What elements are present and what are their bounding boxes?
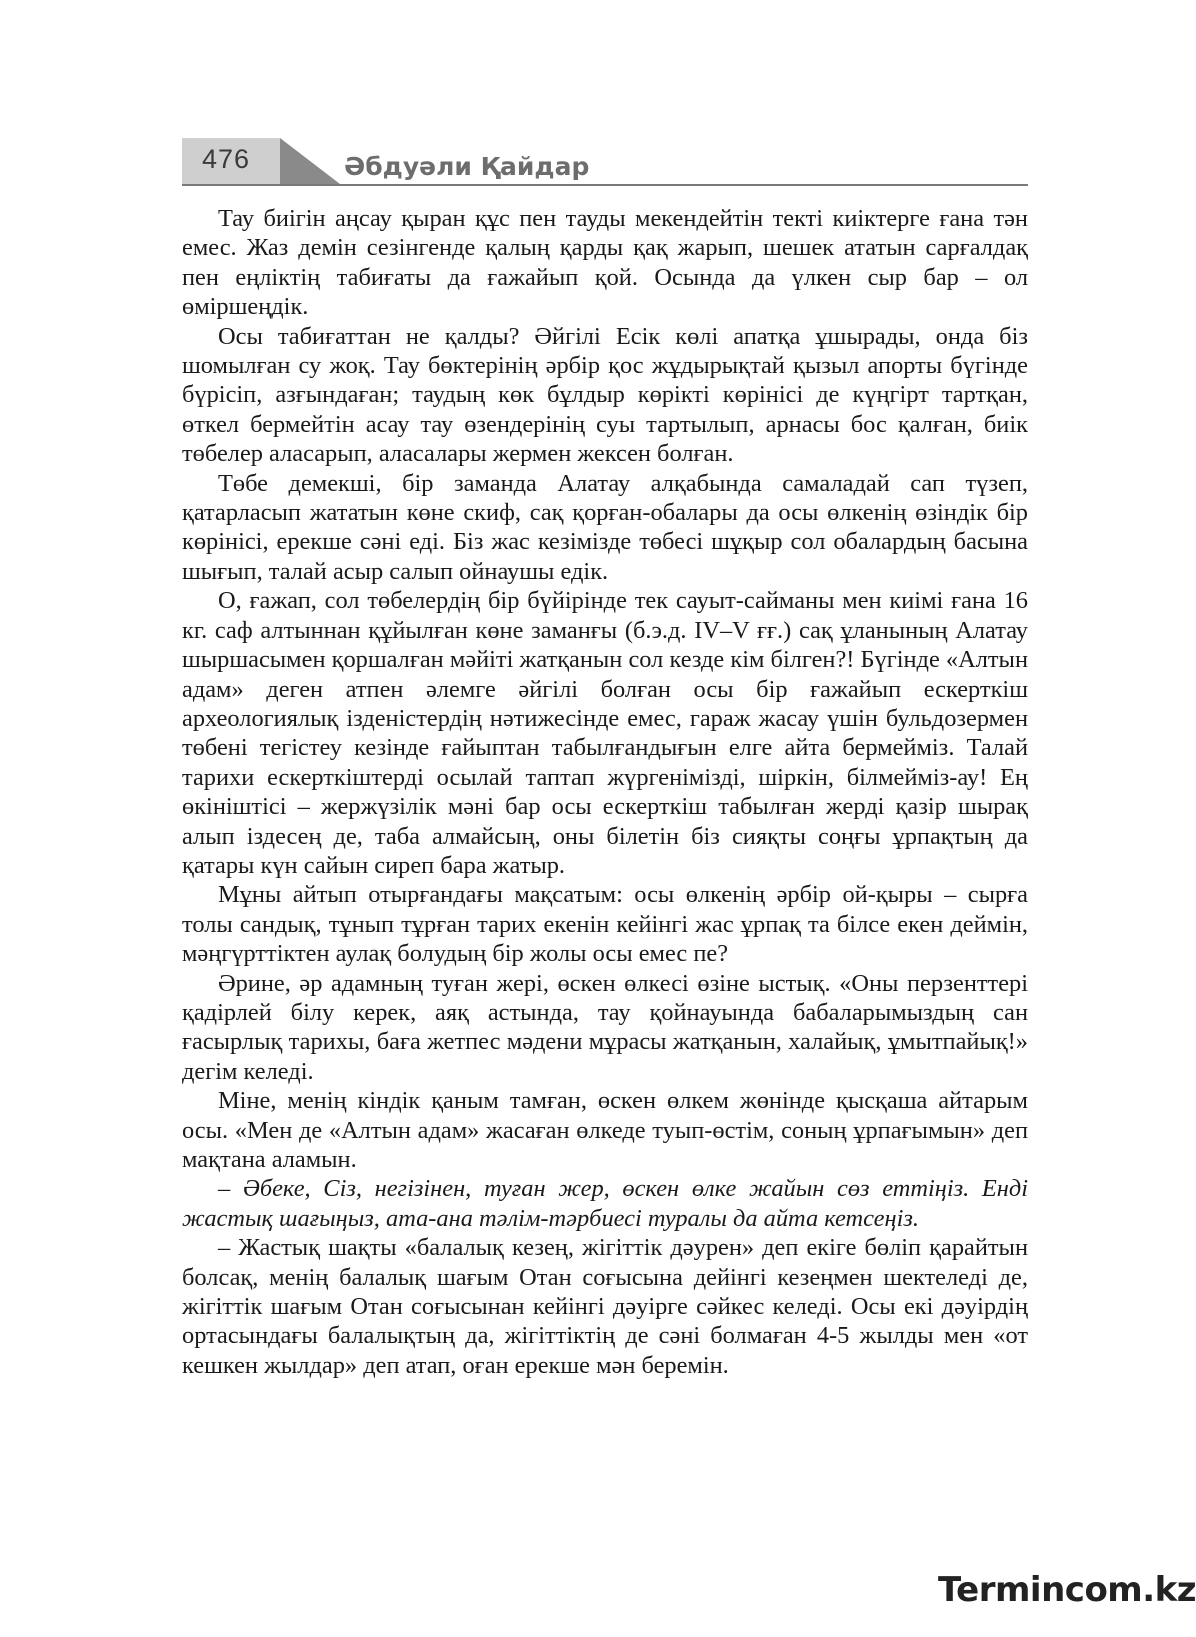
page-number: 476: [202, 144, 251, 174]
paragraph: Мұны айтып отырғандағы мақсатым: осы өлкенiң әрбiр ой-қыры – сырға толы сандық, тұнып тұрған тарих екенiн кейiнгi жас ұрпақ та бiлсе екен деймiн, мәңгүрттiктен аулақ болудың бiр жолы осы емес пе?: [182, 881, 1028, 968]
paragraph: Төбе демекшi, бiр заманда Алатау алқабында самаладай сап түзеп, қатарласып жататын көне скиф, сақ қорған-обалары да осы өлкенiң өзiндiк бiр көрiнiсi, ерекше сәнi едi. Біз жас кезiмiзде төбесi шұқыр сол обалардың басына шығып, талай асыр салып ойнаушы едiк.: [182, 469, 1028, 585]
interview-question: – Әбеке, Сіз, негізінен, туған жер, өскен өлке жайын сөз еттіңіз. Енді жастық шағыңыз, ата-ана тәлім-тәрбиесі туралы да айта кетсеңіз.: [182, 1175, 1028, 1232]
paragraph: – Жастық шақты «балалық кезең, жiгiттiк дәурен» деп екiге бөлiп қарайтын болсақ, менiң балалық шағым Отан соғысына дейiнгi кезеңмен шектеледi де, жiгiттiк шағым Отан соғысынан кейiнгi дәуiрге сәйкес келедi. Осы екi дәуiрдiң ортасындағы балалықтың да, жiгiттiктiң де сәнi болмаған 4-5 жылды мен «от кешкен жылдар» деп атап, оған ерекше мән беремiн.: [182, 1234, 1028, 1379]
site-watermark: Termincom.kz: [938, 1570, 1196, 1610]
paragraph: Әрине, әр адамның туған жерi, өскен өлкесi өзiне ыстық. «Оны перзенттерi қадiрлей бiлу керек, аяқ астында, тау қойнауында бабаларымыздың сан ғасырлық тарихы, баға жетпес мәдени мұрасы жатқанын, халайық, ұмытпайық!» дегiм келедi.: [182, 969, 1028, 1085]
header-wedge-shape: [280, 138, 340, 184]
paragraph: Осы табиғаттан не қалды? Әйгiлi Есiк көлi апатқа ұшырады, онда біз шомылған су жоқ. Тау бөктерiнiң әрбiр қос жұдырықтай қызыл апорты бүгінде бүрiсiп, азғындаған; таудың көк бұлдыр көрiктi көрiнiсi де күңгiрт тартқан, өткел бермейтiн асау тау өзендерiнiң суы тартылып, арнасы бос қалған, биiк төбелер аласарып, аласалары жермен жексен болған.: [182, 322, 1028, 468]
paragraph: О, ғажап, сол төбелердiң бiр бүйiрiнде тек сауыт-сайманы мен киiмi ғана 16 кг. саф алтыннан құйылған көне заманғы (б.э.д. IV–V ғғ.) сақ ұланының Алатау шыршасымен қоршалған мәйiтi жатқанын сол кезде кiм бiлген?! Бүгiнде «Алтын адам» деген атпен әлемге әйгiлi болған осы бiр ғажайып ескерткiш археологиялық iзденiстердiң нәтижесiнде емес, гараж жасау үшiн бульдозермен төбенi тегiстеу кезiнде ғайыптан табылғандығын елге айта бермеймiз. Талай тарихи ескерткiштердi осылай таптап жүргенiмiздi, шiркiн, бiлмеймiз-ау! Ең өкiнiштiсi – жержүзiлiк мәнi бар осы ескерткiш табылған жердi қазір шырақ алып iздесең де, таба алмайсың, оны бiлетiн бiз сияқты соңғы ұрпақтың да қатары күн сайын сиреп бара жатыр.: [182, 587, 1028, 879]
body-text: [182, 204, 1028, 1380]
running-title: Әбдуәли Қайдар: [344, 152, 590, 181]
paragraph: Мiне, менiң кiндiк қаным тамған, өскен өлкем жөнiнде қысқаша айтарым осы. «Мен де «Алтын адам» жасаған өлкеде туып-өстiм, соның ұрпағымын» деп мақтана аламын.: [182, 1087, 1028, 1173]
page-header: [182, 138, 1028, 188]
page-number-box: [182, 138, 280, 184]
paragraph: Тау биігін аңсау қыран құс пен тауды мекендейтін тектi киiктерге ғана тән емес. Жаз демін сезiнгенде қалың қарды қақ жарып, шешек ататын сарғалдақ пен еңлiктiң табиғаты да ғажайып қой. Осында да үлкен сыр бар – ол өмiршеңдiк.: [182, 205, 1028, 321]
header-rule: [182, 184, 1028, 186]
